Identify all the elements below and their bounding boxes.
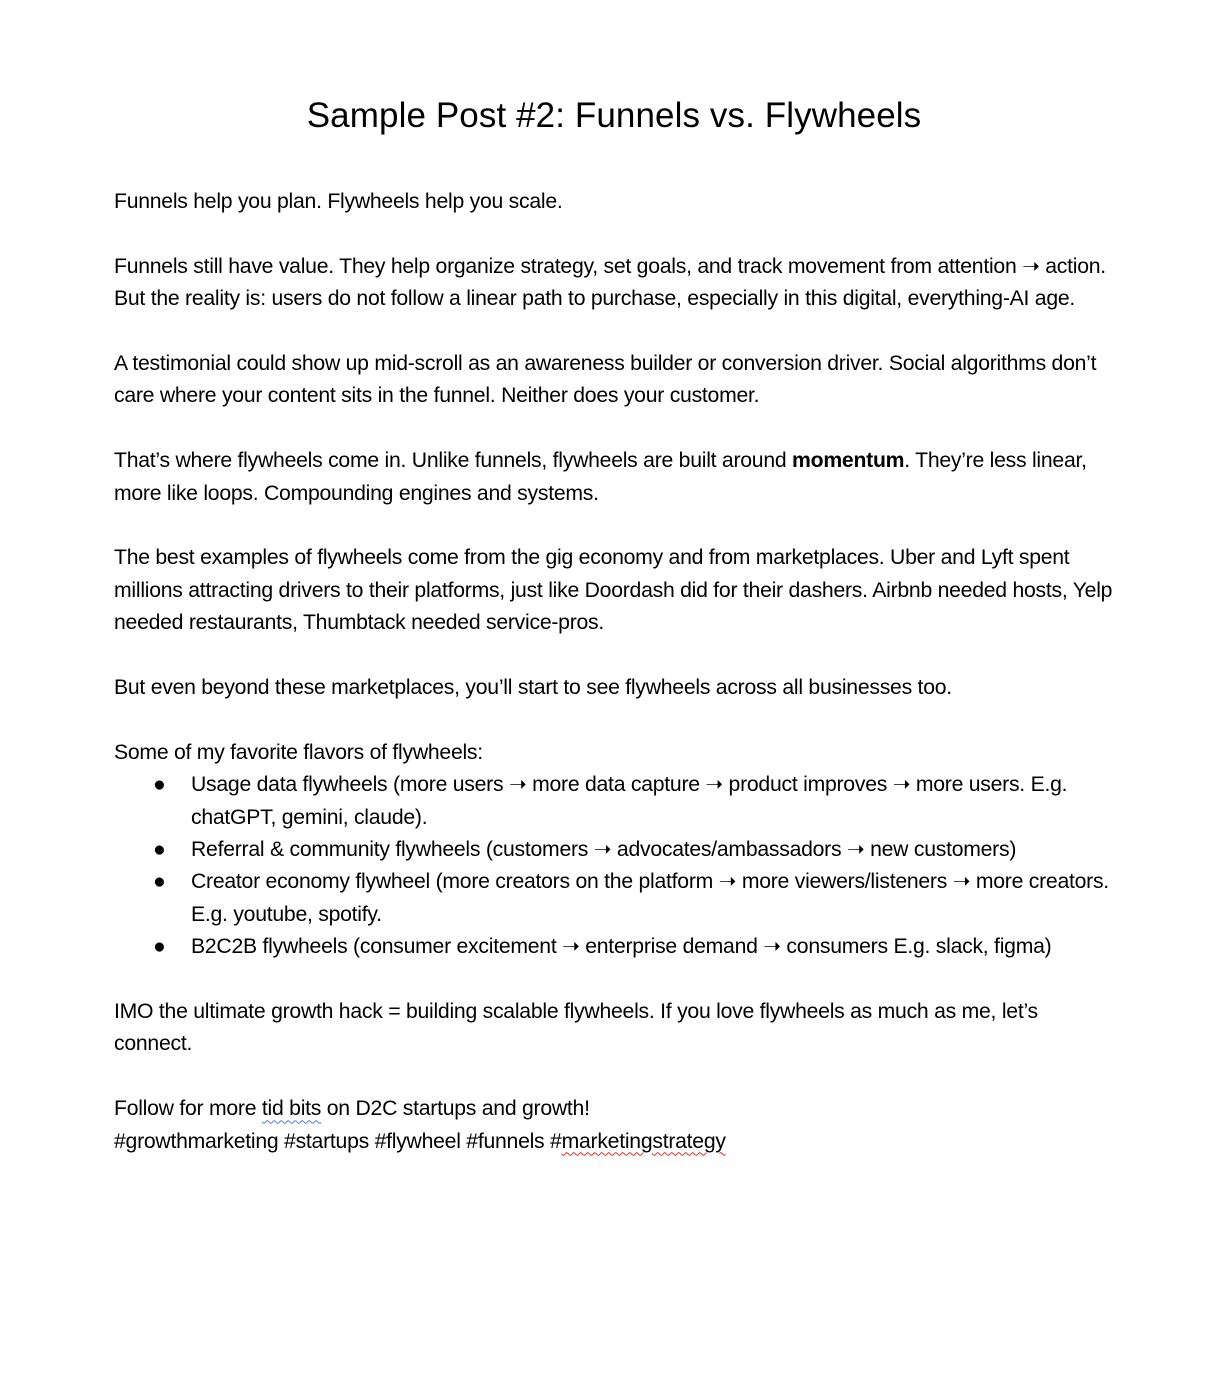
document-body [114, 186, 1114, 1158]
paragraph-flywheels-momentum [114, 445, 1114, 510]
paragraph-growth-hack: IMO the ultimate growth hack = building scalable flywheels. If you love flywheels as much as me, let’s connect. [114, 1000, 1038, 1056]
bullet-icon: ● [153, 773, 166, 797]
paragraph-testimonial: A testimonial could show up mid-scroll as an awareness builder or conversion driver. Social algorithms don’t care where your content sits in the funnel. Neither does your customer. [114, 352, 1097, 408]
list-item-text: Usage data flywheels (more users ➝ more data capture ➝ product improves ➝ more users. E.g. chatGPT, gemini, claude). [191, 773, 1068, 829]
hashtags-line [114, 1126, 1114, 1158]
paragraph-follow [114, 1093, 1114, 1125]
list-intro: Some of my favorite flavors of flywheels: [114, 740, 483, 764]
list-item-text: Referral & community flywheels (customers ➝ advocates/ambassadors ➝ new customers) [191, 838, 1017, 862]
hashtags-text: #growthmarketing #startups #flywheel #funnels # [114, 1129, 562, 1153]
text-segment: That’s where flywheels come in. Unlike funnels, flywheels are built around [114, 449, 793, 473]
list-item-text: Creator economy flywheel (more creators on the platform ➝ more viewers/listeners ➝ more creators. E.g. youtube, spotify. [191, 870, 1109, 926]
text-segment: on D2C startups and growth! [321, 1097, 590, 1121]
bullet-icon: ● [153, 870, 166, 894]
paragraph-intro: Funnels help you plan. Flywheels help you scale. [114, 190, 563, 213]
document-title: Sample Post #2: Funnels vs. Flywheels [306, 96, 922, 135]
list-item [114, 866, 1114, 931]
spelling-flagged-text[interactable]: marketingstrategy [561, 1129, 726, 1153]
grammar-flagged-text[interactable]: tid bits [261, 1097, 322, 1121]
bullet-icon: ● [153, 935, 166, 959]
list-item [114, 769, 1114, 834]
paragraph-gig-economy: The best examples of flywheels come from the gig economy and from marketplaces. Uber and Lyft spent millions attracting drivers to their platforms, just like Doordash did for their dashers. Airbnb needed hosts, Yelp needed restaurants, Thumbtack needed service-pros. [114, 546, 1113, 635]
text-segment: . They’re less linear, more like loops. Compounding engines and systems. [114, 449, 1087, 505]
list-item [114, 931, 1114, 963]
paragraph-beyond-marketplaces: But even beyond these marketplaces, you’ll start to see flywheels across all businesses too. [114, 676, 952, 700]
bullet-icon: ● [153, 838, 166, 862]
text-segment: Follow for more [114, 1097, 262, 1121]
paragraph-funnels-value: Funnels still have value. They help organize strategy, set goals, and track movement from attention ➝ action. But the reality is: users do not follow a linear path to purchase, especially in this digital, everything-AI age. [114, 254, 1106, 311]
document-page [114, 95, 1114, 1158]
list-item-text: B2C2B flywheels (consumer excitement ➝ enterprise demand ➝ consumers E.g. slack, figma) [191, 935, 1052, 959]
bold-momentum: momentum [792, 449, 905, 473]
flywheel-flavors-list [114, 769, 1114, 963]
list-item [114, 834, 1114, 866]
